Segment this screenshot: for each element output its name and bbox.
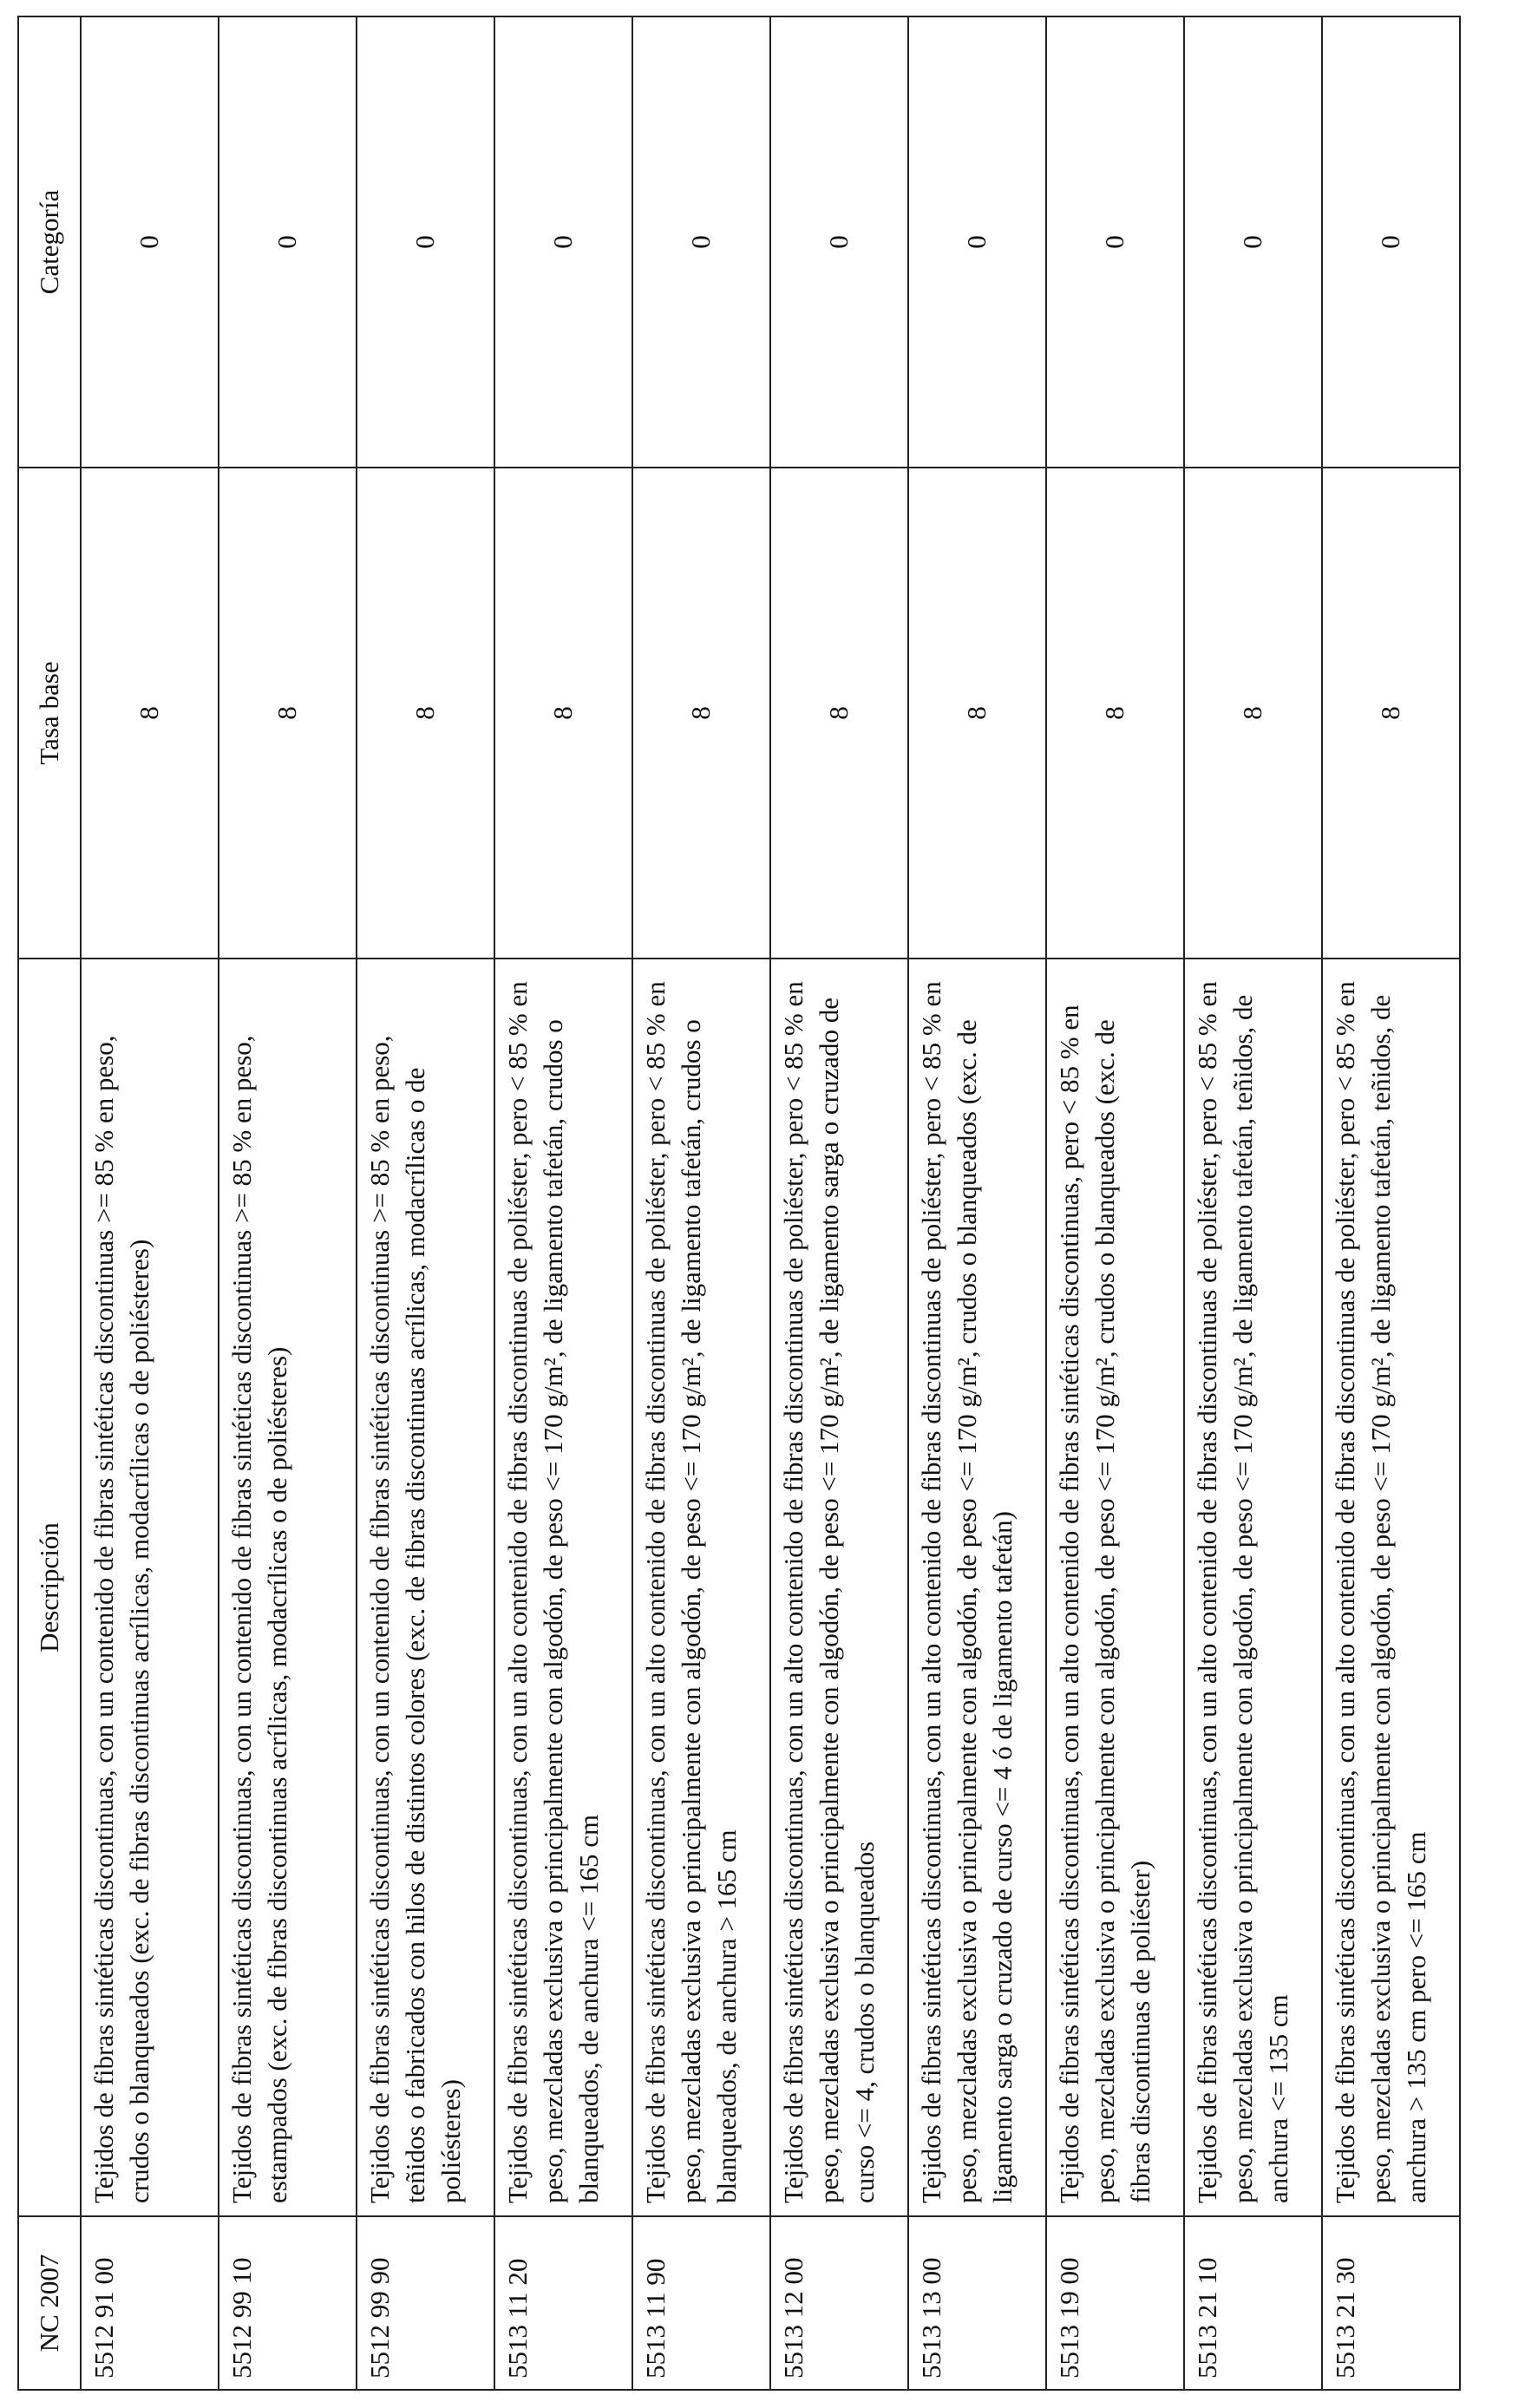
nc-code: 5513 21 30 bbox=[1322, 2216, 1460, 2390]
description: Tejidos de fibras sintéticas discontinuas, con un contenido de fibras sintéticas discontinuas >= 85 % en peso, estampados (exc. de fibras discontinuas acrílicas, modacrílicas o de poliésteres) bbox=[219, 959, 357, 2216]
nc-code: 5513 21 10 bbox=[1184, 2216, 1322, 2390]
category: 0 bbox=[81, 16, 219, 468]
nc-code: 5513 19 00 bbox=[1046, 2216, 1184, 2390]
table-row bbox=[908, 16, 1046, 2390]
category: 0 bbox=[1322, 16, 1460, 468]
base-rate: 8 bbox=[1322, 468, 1460, 959]
nc-code: 5513 11 90 bbox=[632, 2216, 770, 2390]
base-rate: 8 bbox=[219, 468, 357, 959]
tariff-table bbox=[17, 16, 1461, 2391]
table-row bbox=[1046, 16, 1184, 2390]
base-rate: 8 bbox=[908, 468, 1046, 959]
base-rate: 8 bbox=[494, 468, 632, 959]
table-row bbox=[494, 16, 632, 2390]
description: Tejidos de fibras sintéticas discontinuas, con un alto contenido de fibras discontinuas de poliéster, pero < 85 % en peso, mezcladas exclusiva o principalmente con algodón, de peso <= 170 g/m², de ligamento sarga o cruzado de curso <= 4, crudos o blanqueados bbox=[770, 959, 908, 2216]
category: 0 bbox=[1184, 16, 1322, 468]
base-rate: 8 bbox=[1046, 468, 1184, 959]
table-row bbox=[219, 16, 357, 2390]
table-row bbox=[357, 16, 494, 2390]
table-row bbox=[81, 16, 219, 2390]
description: Tejidos de fibras sintéticas discontinuas, con un alto contenido de fibras discontinuas de poliéster, pero < 85 % en peso, mezcladas exclusiva o principalmente con algodón, de peso <= 170 g/m², de ligamento tafetán, crudos o blanqueados, de anchura <= 165 cm bbox=[494, 959, 632, 2216]
description: Tejidos de fibras sintéticas discontinuas, con un alto contenido de fibras discontinuas de poliéster, pero < 85 % en peso, mezcladas exclusiva o principalmente con algodón, de peso <= 170 g/m², de ligamento tafetán, teñidos, de anchura <= 135 cm bbox=[1184, 959, 1322, 2216]
category: 0 bbox=[908, 16, 1046, 468]
description: Tejidos de fibras sintéticas discontinuas, con un contenido de fibras sintéticas discontinuas >= 85 % en peso, crudos o blanqueados (exc. de fibras discontinuas acrílicas, modacrílicas o de poliésteres) bbox=[81, 959, 219, 2216]
nc-code: 5513 13 00 bbox=[908, 2216, 1046, 2390]
description: Tejidos de fibras sintéticas discontinuas, con un alto contenido de fibras discontinuas de poliéster, pero < 85 % en peso, mezcladas exclusiva o principalmente con algodón, de peso <= 170 g/m², crudos o blanqueados (exc. de ligamento sarga o cruzado de curso <= 4 ó de ligamento tafetán) bbox=[908, 959, 1046, 2216]
category: 0 bbox=[357, 16, 494, 468]
category: 0 bbox=[219, 16, 357, 468]
header-row bbox=[18, 16, 81, 2390]
description: Tejidos de fibras sintéticas discontinuas, con un alto contenido de fibras sintéticas discontinuas, pero < 85 % en peso, mezcladas exclusiva o principalmente con algodón, de peso <= 170 g/m², crudos o blanqueados (exc. de fibras discontinuas de poliéster) bbox=[1046, 959, 1184, 2216]
nc-code: 5512 99 10 bbox=[219, 2216, 357, 2390]
table-row bbox=[1184, 16, 1322, 2390]
header-descripcion: Descripción bbox=[18, 959, 81, 2216]
base-rate: 8 bbox=[81, 468, 219, 959]
nc-code: 5512 99 90 bbox=[357, 2216, 494, 2390]
nc-code: 5512 91 00 bbox=[81, 2216, 219, 2390]
base-rate: 8 bbox=[357, 468, 494, 959]
base-rate: 8 bbox=[770, 468, 908, 959]
table-row bbox=[632, 16, 770, 2390]
category: 0 bbox=[632, 16, 770, 468]
category: 0 bbox=[770, 16, 908, 468]
header-tasa: Tasa base bbox=[18, 468, 81, 959]
table-row bbox=[1322, 16, 1460, 2390]
base-rate: 8 bbox=[632, 468, 770, 959]
description: Tejidos de fibras sintéticas discontinuas, con un alto contenido de fibras discontinuas de poliéster, pero < 85 % en peso, mezcladas exclusiva o principalmente con algodón, de peso <= 170 g/m², de ligamento tafetán, crudos o blanqueados, de anchura > 165 cm bbox=[632, 959, 770, 2216]
nc-code: 5513 12 00 bbox=[770, 2216, 908, 2390]
nc-code: 5513 11 20 bbox=[494, 2216, 632, 2390]
category: 0 bbox=[494, 16, 632, 468]
description: Tejidos de fibras sintéticas discontinuas, con un alto contenido de fibras discontinuas de poliéster, pero < 85 % en peso, mezcladas exclusiva o principalmente con algodón, de peso <= 170 g/m², de ligamento tafetán, teñidos, de anchura > 135 cm pero <= 165 cm bbox=[1322, 959, 1460, 2216]
header-categoria: Categoría bbox=[18, 16, 81, 468]
category: 0 bbox=[1046, 16, 1184, 468]
description: Tejidos de fibras sintéticas discontinuas, con un contenido de fibras sintéticas discontinuas >= 85 % en peso, teñidos o fabricados con hilos de distintos colores (exc. de fibras discontinuas acrílicas, modacrílicas o de poliésteres) bbox=[357, 959, 494, 2216]
table-row bbox=[770, 16, 908, 2390]
base-rate: 8 bbox=[1184, 468, 1322, 959]
header-nc: NC 2007 bbox=[18, 2216, 81, 2390]
